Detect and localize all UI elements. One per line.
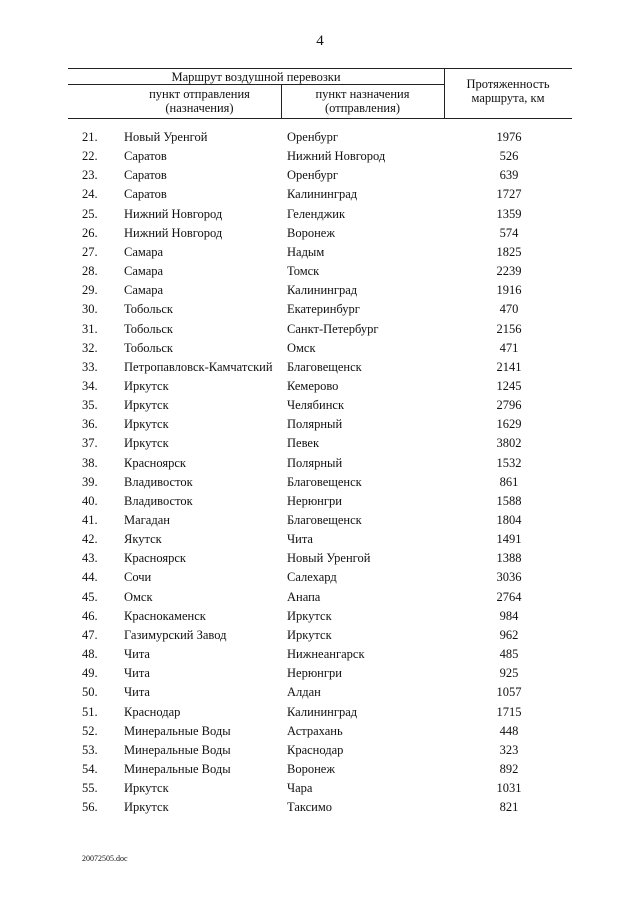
to-header — [281, 87, 444, 115]
destination-point: Кемерово — [287, 378, 339, 393]
departure-point: Тобольск — [124, 321, 173, 336]
row-number: 29. — [82, 283, 98, 298]
destination-point: Благовещенск — [287, 474, 362, 489]
row-number: 52. — [82, 723, 98, 738]
destination-point: Салехард — [287, 570, 337, 585]
row-number: 23. — [82, 168, 98, 183]
row-number: 36. — [82, 417, 98, 432]
route-distance: 1727 — [496, 187, 522, 202]
route-distance: 2796 — [496, 398, 522, 413]
route-distance: 471 — [499, 340, 519, 355]
departure-point: Иркутск — [124, 800, 169, 815]
table-row — [0, 281, 640, 300]
departure-point: Саратов — [124, 168, 167, 183]
route-distance: 892 — [499, 761, 519, 776]
route-distance: 526 — [499, 149, 519, 164]
departure-point: Самара — [124, 244, 164, 259]
departure-point: Чита — [124, 647, 150, 662]
table-row — [0, 530, 640, 549]
table-row — [0, 320, 640, 339]
route-distance: 925 — [499, 666, 519, 681]
departure-point: Якутск — [124, 532, 162, 547]
distance-header-line1: Протяженность — [466, 77, 550, 91]
departure-point: Саратов — [124, 187, 167, 202]
departure-point: Чита — [124, 666, 150, 681]
table-row — [0, 205, 640, 224]
route-distance: 3036 — [496, 570, 522, 585]
row-number: 45. — [82, 589, 98, 604]
route-distance: 1916 — [496, 283, 522, 298]
departure-point: Минеральные Воды — [124, 742, 231, 757]
departure-point: Магадан — [124, 513, 170, 527]
route-group-underline — [68, 84, 444, 85]
destination-point: Нижнеангарск — [287, 647, 365, 662]
row-number: 24. — [82, 187, 98, 202]
route-distance: 1715 — [496, 704, 522, 719]
destination-point: Оренбург — [287, 168, 339, 183]
table-top-rule — [68, 68, 572, 69]
route-distance: 1491 — [496, 532, 522, 547]
table-row — [0, 607, 640, 626]
table-row — [0, 377, 640, 396]
route-distance: 984 — [499, 608, 519, 623]
row-number: 35. — [82, 398, 98, 413]
departure-point: Иркутск — [124, 781, 169, 796]
row-number: 32. — [82, 340, 98, 355]
distance-header-line2: маршрута, км — [471, 91, 545, 105]
table-row — [0, 760, 640, 779]
table-row — [0, 703, 640, 722]
destination-point: Надым — [287, 244, 325, 259]
route-distance: 962 — [499, 627, 519, 642]
departure-point: Иркутск — [124, 398, 169, 413]
route-group-header: Маршрут воздушной перевозки — [171, 70, 341, 84]
departure-point: Чита — [124, 685, 150, 700]
row-number: 51. — [82, 704, 98, 719]
row-number: 43. — [82, 551, 98, 566]
destination-point: Таксимо — [287, 800, 333, 815]
route-distance: 470 — [499, 302, 519, 317]
table-row — [0, 683, 640, 702]
header-bottom-rule — [68, 118, 572, 119]
table-row — [0, 473, 640, 492]
route-distance: 2141 — [496, 359, 522, 374]
route-distance: 1031 — [496, 781, 522, 796]
row-number: 33. — [82, 359, 98, 374]
row-number: 49. — [82, 666, 98, 681]
row-number: 26. — [82, 225, 98, 240]
route-distance: 2764 — [496, 589, 522, 604]
row-number: 40. — [82, 493, 98, 508]
row-number: 28. — [82, 264, 98, 279]
table-row — [0, 166, 640, 185]
row-number: 30. — [82, 302, 98, 317]
from-header — [118, 87, 281, 115]
departure-point: Новый Уренгой — [124, 130, 208, 144]
departure-point: Сочи — [124, 570, 152, 585]
destination-point: Нерюнгри — [287, 666, 342, 681]
destination-point: Нерюнгри — [287, 493, 342, 508]
row-number: 21. — [82, 130, 98, 144]
destination-point: Томск — [287, 264, 320, 279]
table-row — [0, 358, 640, 377]
table-row — [0, 741, 640, 760]
destination-point: Иркутск — [287, 608, 332, 623]
departure-point: Красноярск — [124, 455, 187, 470]
route-distance: 1359 — [496, 206, 522, 221]
destination-point: Полярный — [287, 455, 343, 470]
route-distance: 448 — [499, 723, 519, 738]
destination-point: Чара — [287, 781, 313, 796]
table-row — [0, 262, 640, 281]
route-distance: 821 — [499, 800, 519, 815]
destination-point: Благовещенск — [287, 513, 362, 527]
departure-point: Нижний Новгород — [124, 225, 223, 240]
departure-point: Иркутск — [124, 436, 169, 451]
page-number: 4 — [316, 33, 324, 49]
route-distance: 1057 — [496, 685, 522, 700]
table-row — [0, 798, 640, 817]
row-number: 31. — [82, 321, 98, 336]
to-header-line1: пункт назначения — [315, 87, 410, 101]
row-number: 25. — [82, 206, 98, 221]
route-distance: 639 — [499, 168, 519, 183]
row-number: 47. — [82, 627, 98, 642]
route-distance: 323 — [499, 742, 519, 757]
row-number: 55. — [82, 781, 98, 796]
route-distance: 1532 — [496, 455, 522, 470]
table-row — [0, 568, 640, 587]
departure-point: Краснокаменск — [124, 608, 206, 623]
table-row — [0, 779, 640, 798]
row-number: 41. — [82, 513, 98, 527]
route-distance: 2239 — [496, 264, 522, 279]
row-number: 44. — [82, 570, 98, 585]
destination-point: Санкт-Петербург — [287, 321, 379, 336]
table-row — [0, 492, 640, 511]
destination-point: Астрахань — [287, 723, 343, 738]
destination-point: Воронеж — [287, 761, 335, 776]
table-row — [0, 454, 640, 473]
destination-point: Воронеж — [287, 225, 335, 240]
row-number: 54. — [82, 761, 98, 776]
destination-point: Благовещенск — [287, 359, 362, 374]
route-distance: 485 — [499, 647, 519, 662]
departure-point: Иркутск — [124, 417, 169, 432]
departure-point: Красноярск — [124, 551, 187, 566]
departure-point: Петропавловск-Камчатский — [124, 359, 273, 374]
route-distance: 1629 — [496, 417, 522, 432]
destination-point: Калининград — [287, 283, 358, 298]
table-row — [0, 549, 640, 568]
destination-point: Екатеринбург — [287, 302, 360, 317]
table-row — [0, 722, 640, 741]
departure-point: Самара — [124, 264, 164, 279]
row-number: 27. — [82, 244, 98, 259]
table-row — [0, 396, 640, 415]
departure-point: Тобольск — [124, 302, 173, 317]
destination-point: Новый Уренгой — [287, 551, 371, 566]
table-row — [0, 128, 640, 147]
from-header-line2: (назначения) — [165, 101, 234, 115]
row-number: 56. — [82, 800, 98, 815]
destination-point: Алдан — [287, 685, 321, 700]
route-distance: 1976 — [496, 130, 522, 144]
route-distance: 3802 — [496, 436, 522, 451]
route-distance: 861 — [499, 474, 519, 489]
departure-point: Нижний Новгород — [124, 206, 223, 221]
table-row — [0, 588, 640, 607]
route-distance: 574 — [499, 225, 519, 240]
row-number: 53. — [82, 742, 98, 757]
row-number: 39. — [82, 474, 98, 489]
destination-point: Омск — [287, 340, 316, 355]
table-row — [0, 243, 640, 262]
destination-point: Калининград — [287, 704, 358, 719]
to-header-line2: (отправления) — [324, 101, 400, 115]
destination-point: Геленджик — [287, 206, 346, 221]
departure-point: Тобольск — [124, 340, 173, 355]
row-number: 50. — [82, 685, 98, 700]
row-number: 46. — [82, 608, 98, 623]
route-distance: 1245 — [496, 378, 522, 393]
row-number: 34. — [82, 378, 98, 393]
route-distance: 1588 — [496, 493, 522, 508]
departure-point: Минеральные Воды — [124, 761, 231, 776]
departure-point: Самара — [124, 283, 164, 298]
destination-point: Анапа — [287, 589, 321, 604]
from-header-line1: пункт отправления — [149, 87, 250, 101]
destination-point: Калининград — [287, 187, 358, 202]
destination-point: Оренбург — [287, 130, 339, 144]
table-row — [0, 664, 640, 683]
route-distance: 1825 — [496, 244, 522, 259]
destination-point: Нижний Новгород — [287, 149, 386, 164]
destination-point: Иркутск — [287, 627, 332, 642]
route-distance: 2156 — [496, 321, 522, 336]
departure-point: Владивосток — [124, 474, 193, 489]
destination-point: Певек — [287, 436, 320, 451]
departure-point: Иркутск — [124, 378, 169, 393]
route-distance: 1388 — [496, 551, 522, 566]
departure-point: Газимурский Завод — [124, 627, 227, 642]
route-distance: 1804 — [496, 513, 522, 527]
departure-point: Саратов — [124, 149, 167, 164]
destination-point: Полярный — [287, 417, 343, 432]
destination-point: Чита — [287, 532, 313, 547]
table-row — [0, 511, 640, 530]
footer-filename: 20072505.doc — [82, 854, 128, 863]
departure-point: Минеральные Воды — [124, 723, 231, 738]
table-row — [0, 626, 640, 645]
destination-point: Челябинск — [287, 398, 345, 413]
table-row — [0, 339, 640, 358]
table-row — [0, 185, 640, 204]
table-row — [0, 147, 640, 166]
departure-point: Владивосток — [124, 493, 193, 508]
distance-header — [444, 77, 572, 105]
row-number: 48. — [82, 647, 98, 662]
row-number: 38. — [82, 455, 98, 470]
departure-point: Краснодар — [124, 704, 181, 719]
destination-point: Краснодар — [287, 742, 344, 757]
row-number: 42. — [82, 532, 98, 547]
table-row — [0, 224, 640, 243]
table-row — [0, 415, 640, 434]
row-number: 37. — [82, 436, 98, 451]
departure-point: Омск — [124, 589, 153, 604]
table-row — [0, 645, 640, 664]
row-number: 22. — [82, 149, 98, 164]
table-row — [0, 434, 640, 453]
table-row — [0, 300, 640, 319]
